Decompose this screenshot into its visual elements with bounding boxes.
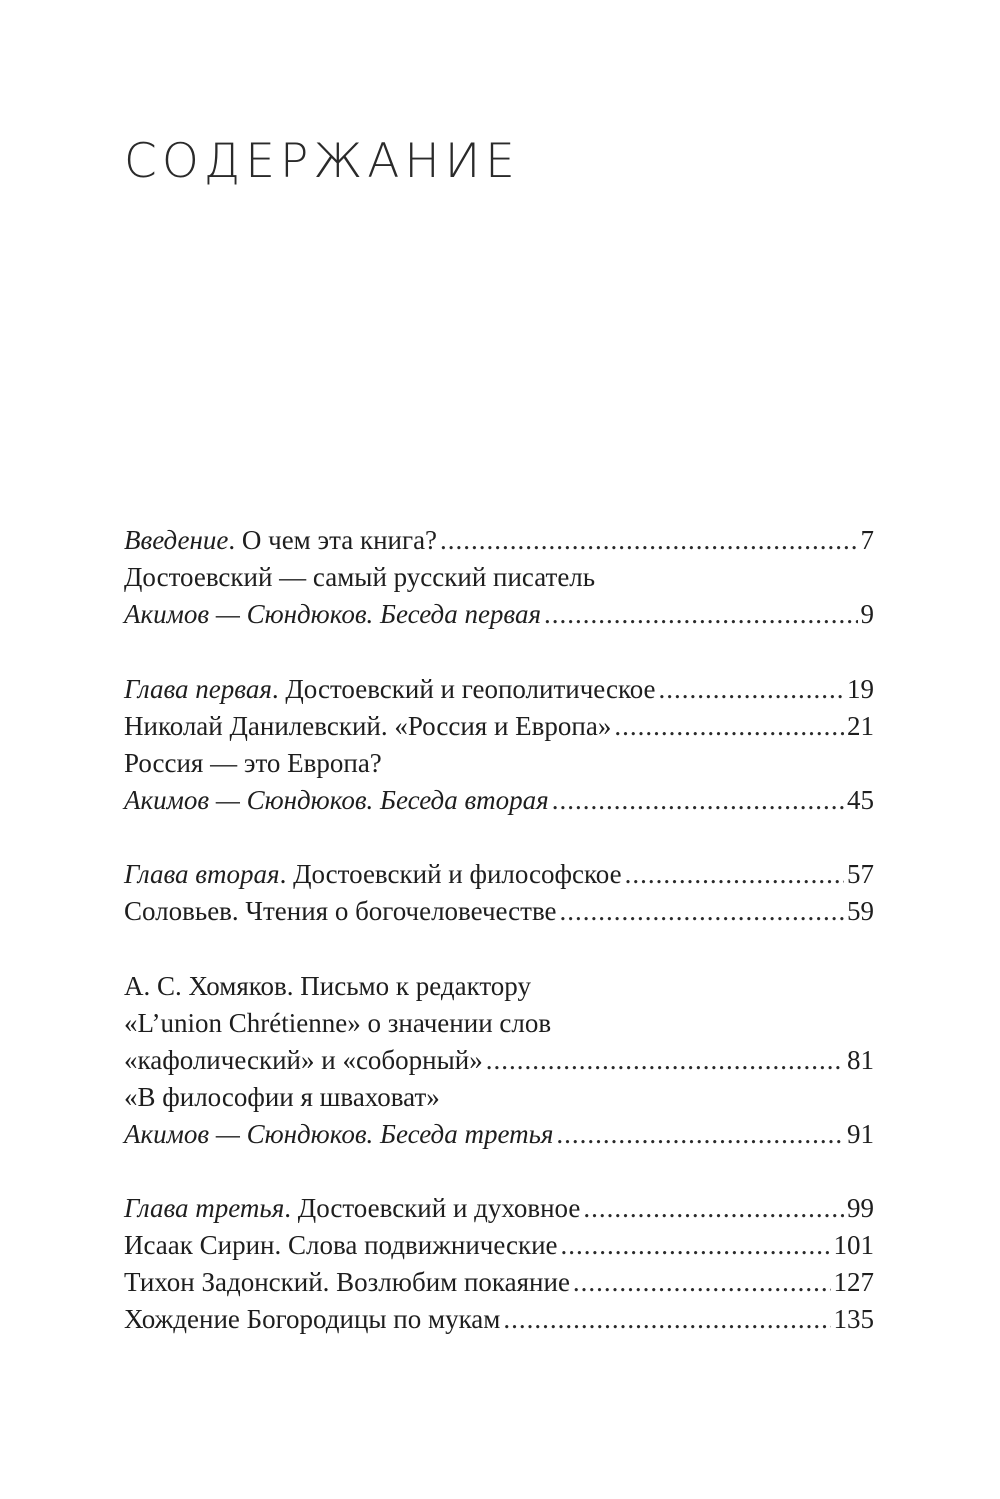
entry-text: Акимов — Сюндюков. Беседа первая xyxy=(124,599,542,629)
toc-entry xyxy=(124,1079,874,1116)
toc-section xyxy=(124,671,874,819)
entry-text: Николай Данилевский. «Россия и Европа» xyxy=(124,710,612,741)
entry-text: . Достоевский и геополитическое xyxy=(271,673,656,704)
entry-text: Достоевский — самый русский писатель xyxy=(124,562,596,592)
entry-text: Хождение Богородицы по мукам xyxy=(124,1304,501,1334)
dot-leader xyxy=(583,1190,844,1227)
entry-text: «В философии я шваховат» xyxy=(124,1081,440,1112)
page-number: 21 xyxy=(847,710,874,741)
entry-text: Исаак Сирин. Слова подвижнические xyxy=(124,1230,558,1260)
toc-entry xyxy=(124,1264,874,1301)
toc-entry-title xyxy=(124,782,549,819)
dot-leader xyxy=(561,1227,831,1264)
page-number: 135 xyxy=(833,1304,874,1334)
entry-text: А. С. Хомяков. Письмо к редактору xyxy=(124,970,531,1001)
toc-entry-title xyxy=(124,745,382,782)
toc-entry-title xyxy=(124,1190,580,1227)
toc-entry xyxy=(124,1227,874,1264)
toc-entry xyxy=(124,782,874,819)
toc-entry-title xyxy=(124,1079,440,1116)
entry-text: . О чем эта книга? xyxy=(228,525,438,555)
dot-leader xyxy=(440,522,857,559)
toc-entry xyxy=(124,968,874,1005)
dot-leader xyxy=(503,1301,830,1338)
toc-entry xyxy=(124,1301,874,1338)
toc-entry xyxy=(124,671,874,708)
dot-leader xyxy=(544,596,857,633)
toc-entry-title xyxy=(124,1005,551,1042)
dot-leader xyxy=(573,1264,831,1301)
toc-entry-title xyxy=(124,708,611,745)
entry-text: . Достоевский и духовное xyxy=(284,1193,581,1223)
toc-entry xyxy=(124,1116,874,1153)
entry-text: «кафолический» и «соборный» xyxy=(124,1044,483,1075)
dot-leader xyxy=(560,893,844,930)
toc-entry xyxy=(124,745,874,782)
page-number: 127 xyxy=(833,1267,874,1297)
chapter-label: Глава третья xyxy=(124,1193,285,1223)
chapter-label: Глава первая xyxy=(124,673,272,704)
toc-section xyxy=(124,968,874,1153)
toc-entry xyxy=(124,1042,874,1079)
toc-entry-title xyxy=(124,1301,500,1338)
entry-text: Россия — это Европа? xyxy=(124,747,382,778)
entry-text: Тихон Задонский. Возлюбим покаяние xyxy=(124,1267,570,1297)
toc-entry xyxy=(124,559,874,596)
toc-entry-title xyxy=(124,596,541,633)
entry-text: Акимов — Сюндюков. Беседа третья xyxy=(124,1118,554,1149)
page-number: 45 xyxy=(847,784,874,815)
entry-text: «L’union Chrétienne» о значении слов xyxy=(124,1007,552,1038)
toc-entry-title xyxy=(124,856,622,893)
toc-section xyxy=(124,856,874,930)
dot-leader xyxy=(625,856,844,893)
page-number: 7 xyxy=(860,525,874,555)
toc-entry-title xyxy=(124,1042,483,1079)
toc-entry xyxy=(124,893,874,930)
toc-entry-title xyxy=(124,893,557,930)
page-number: 19 xyxy=(847,673,874,704)
page-title: СОДЕРЖАНИЕ xyxy=(124,134,520,189)
toc-entry xyxy=(124,1005,874,1042)
toc-entry-title xyxy=(124,1227,558,1264)
toc-entry-title xyxy=(124,671,656,708)
dot-leader xyxy=(614,708,844,745)
toc-entry-title xyxy=(124,559,595,596)
toc-entry-title xyxy=(124,1264,570,1301)
toc-entry xyxy=(124,1190,874,1227)
chapter-label: Глава вторая xyxy=(124,859,280,889)
page-number: 81 xyxy=(847,1044,874,1075)
chapter-label: Введение xyxy=(124,525,229,555)
dot-leader xyxy=(552,782,844,819)
toc-entry-title xyxy=(124,968,531,1005)
toc-entry xyxy=(124,856,874,893)
page-number: 99 xyxy=(847,1193,874,1223)
page-number: 57 xyxy=(847,859,874,889)
page-number: 101 xyxy=(833,1230,874,1260)
table-of-contents xyxy=(124,522,874,1376)
page-number: 91 xyxy=(847,1118,874,1149)
dot-leader xyxy=(659,671,844,708)
dot-leader xyxy=(556,1116,844,1153)
entry-text: Акимов — Сюндюков. Беседа вторая xyxy=(124,784,549,815)
page-number: 59 xyxy=(847,896,874,926)
entry-text: . Достоевский и философское xyxy=(279,859,622,889)
toc-entry-title xyxy=(124,1116,553,1153)
toc-section xyxy=(124,522,874,633)
toc-section xyxy=(124,1190,874,1338)
toc-entry xyxy=(124,596,874,633)
page-number: 9 xyxy=(860,599,874,629)
toc-entry xyxy=(124,708,874,745)
toc-entry-title xyxy=(124,522,437,559)
entry-text: Соловьев. Чтения о богочеловечестве xyxy=(124,896,557,926)
dot-leader xyxy=(486,1042,844,1079)
toc-entry xyxy=(124,522,874,559)
